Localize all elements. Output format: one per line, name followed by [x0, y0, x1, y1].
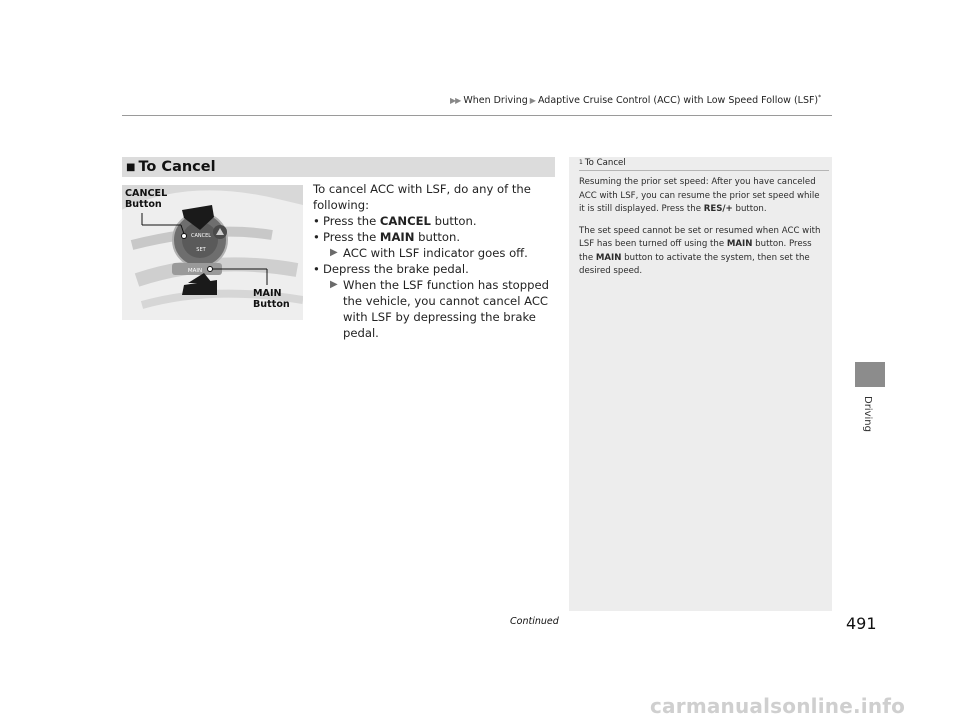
note-body	[579, 176, 828, 287]
main-callout-line2: Button	[253, 299, 290, 310]
header-divider	[122, 115, 832, 116]
steering-controls-illustration	[122, 185, 303, 320]
breadcrumb-item-when-driving[interactable]: When Driving	[463, 95, 528, 107]
intro-text: To cancel ACC with LSF, do any of the following:	[313, 182, 531, 212]
note-heading-text: To Cancel	[584, 158, 626, 168]
arrow-icon: ▶	[330, 247, 338, 258]
cancel-callout-line1: CANCEL	[125, 188, 168, 199]
note-paragraph-1: Resuming the prior set speed: After you have canceled ACC with LSF, you can resume the prior set speed while it is still displayed. Press the RES/+ button.	[579, 177, 820, 214]
breadcrumb-item-acc[interactable]: Adaptive Cruise Control (ACC) with Low Speed Follow (LSF)	[537, 95, 819, 107]
note-divider	[579, 170, 829, 171]
cancel-keyword: CANCEL	[379, 214, 431, 228]
main-callout-line1: MAIN	[253, 288, 282, 299]
res-keyword: RES/+	[703, 204, 733, 214]
main-keyword: MAIN	[595, 252, 622, 263]
bullet-icon: •	[313, 230, 320, 244]
arrow-icon: ▶	[529, 96, 536, 106]
bullet-cancel: • Press the CANCEL button.	[313, 214, 477, 228]
sub-item-lsf: ▶ When the LSF function has stopped the vehicle, you cannot cancel ACC with LSF by depressing the brake pedal.	[330, 278, 549, 340]
cancel-callout-line2: Button	[125, 199, 162, 210]
section-body	[313, 181, 558, 341]
continued-label: Continued	[510, 616, 559, 627]
chapter-tab[interactable]	[855, 362, 885, 387]
main-keyword: MAIN	[726, 239, 753, 249]
section-title-text: To Cancel	[138, 159, 216, 175]
note-ref-number: 1	[579, 159, 583, 166]
cancel-button-text: CANCEL	[190, 233, 212, 239]
main-button-text: MAIN	[187, 268, 203, 274]
section-title	[126, 157, 216, 177]
double-arrow-icon: ▶▶	[450, 96, 461, 106]
cancel-button-callout	[125, 188, 167, 210]
main-keyword: MAIN	[379, 230, 415, 244]
note-heading	[579, 158, 626, 168]
watermark-text: carmanualsonline.info	[650, 694, 906, 718]
page-number: 491	[846, 614, 877, 633]
watermark-strip	[0, 690, 960, 722]
main-button-callout	[253, 288, 290, 310]
bullet-main: • Press the MAIN button.	[313, 230, 461, 244]
note-paragraph-2: The set speed cannot be set or resumed when ACC with LSF has been turned off using the MAIN button. Press the MAIN button to activate the system, then set the desired speed.	[579, 225, 821, 276]
arrow-icon: ▶	[330, 279, 338, 290]
sub-item-indicator: ▶ ACC with LSF indicator goes off.	[330, 246, 528, 260]
breadcrumb	[450, 94, 821, 106]
chapter-tab-label: Driving	[862, 396, 873, 432]
bullet-icon: •	[313, 214, 320, 228]
section-marker-icon: ■	[126, 162, 136, 173]
optional-marker: *	[818, 94, 822, 101]
bullet-icon: •	[313, 262, 320, 276]
set-button-text: SET	[196, 247, 206, 253]
bullet-brake: • Depress the brake pedal.	[313, 262, 469, 276]
